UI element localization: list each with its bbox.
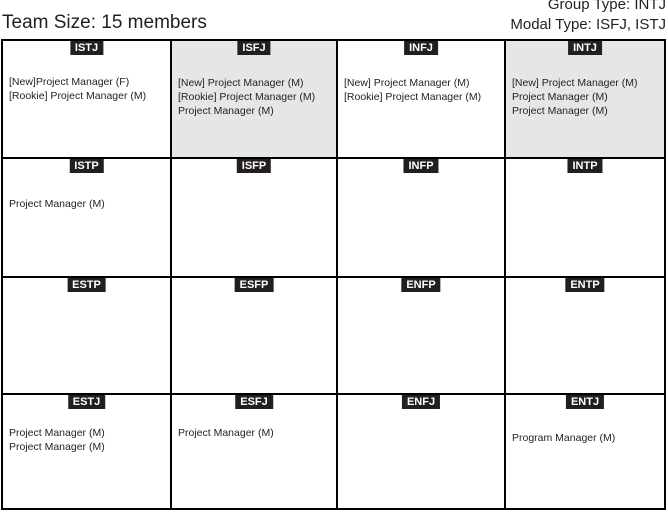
- type-cell-enfj: [338, 395, 506, 508]
- type-cell-intp: [506, 159, 664, 278]
- member-list: [178, 76, 315, 118]
- type-badge-estj: ESTJ: [68, 395, 106, 409]
- type-cell-intj: [506, 41, 664, 159]
- group-type-label: Group Type: INTJ: [547, 0, 666, 13]
- type-cell-isfj: [172, 41, 338, 159]
- member-entry: Project Manager (M): [9, 198, 105, 210]
- type-badge-infj: INFJ: [404, 41, 438, 55]
- type-cell-infp: [338, 159, 506, 278]
- member-list: [9, 197, 105, 211]
- type-badge-istj: ISTJ: [70, 41, 103, 55]
- member-list: [9, 75, 146, 103]
- member-entry: Project Manager (M): [178, 427, 274, 439]
- type-badge-infp: INFP: [403, 159, 438, 173]
- member-entry: [New]Project Manager (F): [9, 76, 130, 88]
- type-cell-entp: [506, 278, 664, 395]
- type-cell-istp: [3, 159, 172, 278]
- type-badge-isfp: ISFP: [237, 159, 271, 173]
- member-entry: Project Manager (M): [178, 105, 274, 117]
- member-list: [512, 431, 615, 445]
- member-entry: [Rookie] Project Manager (M): [9, 90, 147, 102]
- type-table-grid: [1, 39, 666, 510]
- type-badge-intp: INTP: [567, 159, 602, 173]
- type-badge-entj: ENTJ: [566, 395, 604, 409]
- type-badge-istp: ISTP: [69, 159, 103, 173]
- type-badge-isfj: ISFJ: [237, 41, 270, 55]
- member-entry: [Rookie] Project Manager (M): [344, 91, 482, 103]
- type-cell-entj: [506, 395, 664, 508]
- type-cell-enfp: [338, 278, 506, 395]
- member-list: [9, 426, 105, 454]
- member-list: [512, 76, 637, 118]
- team-size-title: Team Size: 15 members: [2, 12, 207, 33]
- type-badge-enfj: ENFJ: [402, 395, 440, 409]
- type-badge-enfp: ENFP: [401, 278, 440, 292]
- type-cell-esfp: [172, 278, 338, 395]
- member-entry: Project Manager (M): [512, 105, 608, 117]
- type-cell-infj: [338, 41, 506, 159]
- type-cell-istj: [3, 41, 172, 159]
- type-cell-esfj: [172, 395, 338, 508]
- member-entry: Program Manager (M): [512, 432, 616, 444]
- modal-type-label: Modal Type: ISFJ, ISTJ: [510, 16, 666, 33]
- type-badge-esfp: ESFP: [235, 278, 274, 292]
- type-badge-esfj: ESFJ: [235, 395, 273, 409]
- member-entry: Project Manager (M): [512, 91, 608, 103]
- member-list: [344, 76, 481, 104]
- type-cell-estj: [3, 395, 172, 508]
- type-badge-estp: ESTP: [67, 278, 106, 292]
- type-badge-intj: INTJ: [568, 41, 602, 55]
- member-entry: [New] Project Manager (M): [178, 77, 304, 89]
- type-badge-entp: ENTP: [565, 278, 604, 292]
- member-entry: Project Manager (M): [9, 427, 105, 439]
- member-entry: [New] Project Manager (M): [344, 77, 470, 89]
- type-cell-estp: [3, 278, 172, 395]
- type-cell-isfp: [172, 159, 338, 278]
- member-entry: Project Manager (M): [9, 441, 105, 453]
- member-entry: [Rookie] Project Manager (M): [178, 91, 316, 103]
- member-entry: [New] Project Manager (M): [512, 77, 638, 89]
- member-list: [178, 426, 274, 440]
